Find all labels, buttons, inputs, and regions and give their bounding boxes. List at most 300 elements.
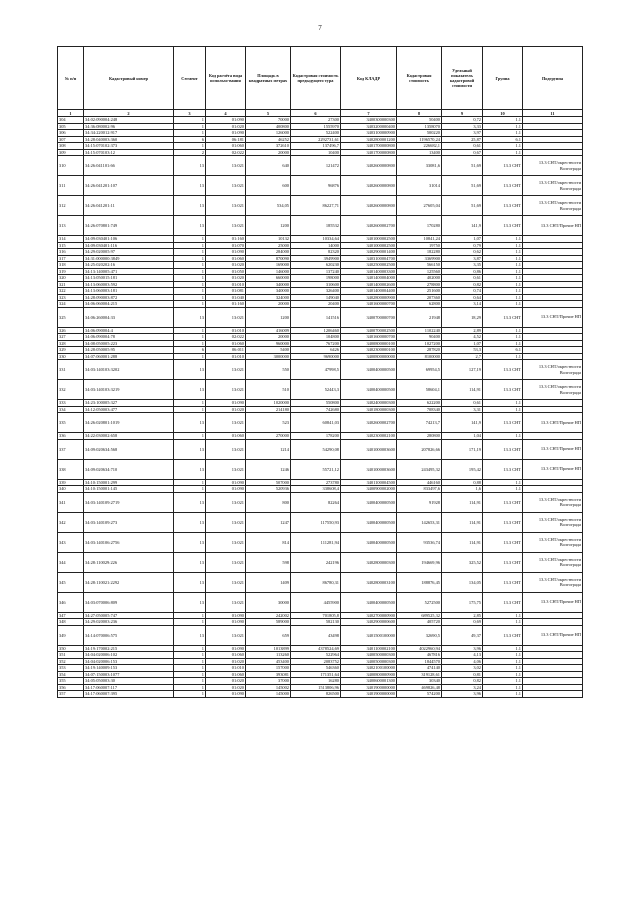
table-row (58, 572, 583, 592)
row-number-cell: 353 (58, 665, 84, 672)
specific-cost-cell: 0,61 (442, 400, 483, 407)
area-cell: 1214 (246, 439, 291, 459)
area-cell: 214180 (246, 406, 291, 413)
cadastral-cost-cell: 708340 (397, 406, 442, 413)
kladr-code-cell: 3401900000000 (341, 684, 397, 691)
previous-cost-cell: 550800 (291, 400, 341, 407)
row-number-cell: 356 (58, 684, 84, 691)
cadastral-cost-cell: 287820 (397, 347, 442, 354)
kladr-code-cell: 3402600000800 (341, 156, 397, 176)
kladr-code-cell: 3402600000800 (341, 176, 397, 196)
subgroup-cell: 13.3 СНТ/Прочие НП (523, 592, 583, 612)
cadastral-number-cell: 34:10:150001:299 (84, 479, 174, 486)
use-code-cell: 01:090 (206, 130, 246, 137)
cadastral-table (57, 46, 583, 698)
previous-cost-cell: 86780,31 (291, 572, 341, 592)
previous-cost-cell: 582130 (291, 619, 341, 626)
row-number-cell: 352 (58, 658, 84, 665)
specific-cost-cell: 0,74 (442, 288, 483, 295)
specific-cost-cell: 51,69 (442, 176, 483, 196)
cadastral-cost-cell: 622200 (397, 400, 442, 407)
use-code-cell: 06:011 (206, 347, 246, 354)
use-code-cell: 13:021 (206, 459, 246, 479)
cadastral-number-cell: 34:04:020006:102 (84, 652, 174, 659)
use-code-cell: 01:090 (206, 400, 246, 407)
kladr-code-cell: 3400700002500 (341, 327, 397, 334)
previous-cost-cell: 1206460 (291, 327, 341, 334)
area-cell: 960000 (246, 340, 291, 347)
area-cell: 534,05 (246, 196, 291, 216)
row-number-cell: 357 (58, 691, 84, 698)
group-cell: 13.3 СНТ (483, 439, 523, 459)
kladr-code-cell: 3401000003600 (341, 439, 397, 459)
group-cell: 13.3 СНТ (483, 625, 523, 645)
specific-cost-cell: 1,04 (442, 433, 483, 440)
use-code-cell: 01:090 (206, 645, 246, 652)
segment-cell: 1 (174, 486, 206, 493)
group-cell: 1.1 (483, 117, 523, 124)
area-cell: 1200 (246, 307, 291, 327)
area-cell: 870090 (246, 255, 291, 262)
use-code-cell: 01:010 (206, 281, 246, 288)
previous-cost-cell: 701805,8 (291, 612, 341, 619)
previous-cost-cell: 82264 (291, 492, 341, 512)
use-code-cell: 02:022 (206, 149, 246, 156)
previous-cost-cell: 522400 (291, 130, 341, 137)
group-cell: 1.1 (483, 340, 523, 347)
cadastral-cost-cell: 21948 (397, 307, 442, 327)
kladr-code-cell: 3401400004000 (341, 275, 397, 282)
group-cell: 13.3 СНТ (483, 572, 523, 592)
kladr-code-cell: 3400300000300 (341, 117, 397, 124)
column-number: 8 (397, 110, 442, 117)
use-code-cell: 01:090 (206, 249, 246, 256)
group-cell: 1.1 (483, 143, 523, 150)
area-cell: 169000 (246, 262, 291, 269)
table-row (58, 691, 583, 698)
use-code-cell: 13:021 (206, 572, 246, 592)
row-number-cell: 323 (58, 294, 84, 301)
column-number: 9 (442, 110, 483, 117)
subgroup-cell: 13.3 СНТ/Прочие НП (523, 459, 583, 479)
segment-cell: 1 (174, 400, 206, 407)
cadastral-number-cell: 34:08:050005:223 (84, 340, 174, 347)
group-cell: 1.1 (483, 242, 523, 249)
use-code-cell: 13:021 (206, 512, 246, 532)
previous-cost-cell: 2083752 (291, 658, 341, 665)
specific-cost-cell: 25,87 (442, 136, 483, 143)
cadastral-cost-cell: 207826,66 (397, 439, 442, 459)
segment-cell: 1 (174, 236, 206, 243)
specific-cost-cell: 3,96 (442, 691, 483, 698)
previous-cost-cell: 2292731,61 (291, 136, 341, 143)
use-code-cell: 01:160 (206, 301, 246, 308)
row-number-cell: 324 (58, 301, 84, 308)
cadastral-number-cell: 34:28:110021:2292 (84, 572, 174, 592)
segment-cell: 1 (174, 249, 206, 256)
segment-cell: 13 (174, 196, 206, 216)
use-code-cell: 13:021 (206, 176, 246, 196)
area-cell: 598 (246, 552, 291, 572)
cadastral-number-cell: 34:22:030002:658 (84, 433, 174, 440)
cadastral-cost-cell: 142653,31 (397, 512, 442, 532)
specific-cost-cell: 127,19 (442, 360, 483, 380)
subgroup-cell: 13.3 СНТ/Прочие НП (523, 625, 583, 645)
use-code-cell: 01:081 (206, 288, 246, 295)
kladr-code-cell: 3400800000000 (341, 353, 397, 360)
group-cell: 1.1 (483, 479, 523, 486)
area-cell: 146000 (246, 268, 291, 275)
cadastral-number-cell: 34:09:030401:116 (84, 242, 174, 249)
specific-cost-cell: 3,97 (442, 130, 483, 137)
area-cell: 25000 (246, 242, 291, 249)
specific-cost-cell: 3,87 (442, 255, 483, 262)
area-cell: 46252 (246, 136, 291, 143)
cadastral-number-cell: 34:26:041101:66 (84, 156, 174, 176)
group-cell: 13.3 СНТ (483, 156, 523, 176)
area-cell: 1409 (246, 572, 291, 592)
use-code-cell: 13:021 (206, 216, 246, 236)
area-cell: 393081 (246, 671, 291, 678)
cadastral-cost-cell: 19750 (397, 242, 442, 249)
use-code-cell: 01:090 (206, 612, 246, 619)
cadastral-number-cell: 34:15:070102:373 (84, 143, 174, 150)
group-cell: 1.1 (483, 281, 523, 288)
previous-cost-cell: 47998,5 (291, 360, 341, 380)
kladr-code-cell: 3402100100000 (341, 665, 397, 672)
kladr-code-cell: 3402300000100 (341, 347, 397, 354)
cadastral-number-cell: 34:09:030401:106 (84, 236, 174, 243)
segment-cell: 13 (174, 552, 206, 572)
group-cell: 13.3 СНТ (483, 216, 523, 236)
use-code-cell: 01:090 (206, 619, 246, 626)
group-cell: 6.1 (483, 347, 523, 354)
area-cell: 1200 (246, 216, 291, 236)
subgroup-cell (523, 691, 583, 698)
specific-cost-cell: 53,3 (442, 347, 483, 354)
row-number-cell: 334 (58, 406, 84, 413)
specific-cost-cell: 3,31 (442, 406, 483, 413)
use-code-cell: 01:020 (206, 684, 246, 691)
area-cell: 157000 (246, 665, 291, 672)
column-number: 3 (174, 110, 206, 117)
group-cell: 13.3 СНТ (483, 512, 523, 532)
row-number-cell: 326 (58, 327, 84, 334)
kladr-code-cell: 3400500000300 (341, 658, 397, 665)
specific-cost-cell: 0,61 (442, 275, 483, 282)
segment-cell: 1 (174, 262, 206, 269)
use-code-cell: 01:160 (206, 236, 246, 243)
group-cell: 1.1 (483, 353, 523, 360)
group-cell: 13.3 СНТ (483, 532, 523, 552)
previous-cost-cell: 137496,7 (291, 143, 341, 150)
cadastral-cost-cell: 207360 (397, 294, 442, 301)
cadastral-number-cell: 34:29:020003:236 (84, 619, 174, 626)
segment-cell: 1 (174, 117, 206, 124)
area-cell: 659 (246, 625, 291, 645)
kladr-code-cell: 3400400000500 (341, 492, 397, 512)
cadastral-cost-cell: 194669,96 (397, 552, 442, 572)
group-cell: 1.1 (483, 294, 523, 301)
segment-cell: 1 (174, 294, 206, 301)
specific-cost-cell: 114,91 (442, 512, 483, 532)
specific-cost-cell: 175,75 (442, 592, 483, 612)
row-number-cell: 305 (58, 123, 84, 130)
previous-cost-cell: 1513806,96 (291, 684, 341, 691)
kladr-code-cell: 3401000002500 (341, 242, 397, 249)
group-cell: 1.1 (483, 645, 523, 652)
row-number-cell: 340 (58, 486, 84, 493)
row-number-cell: 313 (58, 216, 84, 236)
segment-cell: 13 (174, 380, 206, 400)
area-cell: 640 (246, 156, 291, 176)
segment-cell: 1 (174, 479, 206, 486)
cadastral-cost-cell: 278800 (397, 281, 442, 288)
group-cell: 1.1 (483, 658, 523, 665)
cadastral-cost-cell: 1844570 (397, 658, 442, 665)
previous-cost-cell: 16280 (291, 678, 341, 685)
segment-cell: 1 (174, 645, 206, 652)
row-number-cell: 319 (58, 268, 84, 275)
group-cell: 1.1 (483, 400, 523, 407)
previous-cost-cell: 14000 (291, 242, 341, 249)
use-code-cell: 02:022 (206, 334, 246, 341)
kladr-code-cell: 3400800000100 (341, 340, 397, 347)
specific-cost-cell: 141,9 (442, 216, 483, 236)
kladr-code-cell: 3403100000900 (341, 130, 397, 137)
segment-cell: 13 (174, 176, 206, 196)
cadastral-number-cell: 34:06:090004:4 (84, 327, 174, 334)
group-cell: 13.3 СНТ (483, 360, 523, 380)
area-cell: 113260 (246, 652, 291, 659)
subgroup-cell: 13.3 СНТ/окрестности Волгограда (523, 512, 583, 532)
kladr-code-cell: 3401100002100 (341, 645, 397, 652)
cadastral-number-cell: 34:26:041201:107 (84, 176, 174, 196)
cadastral-number-cell: 34:06:060004:215 (84, 301, 174, 308)
use-code-cell: 13:021 (206, 380, 246, 400)
cadastral-cost-cell: 188876,45 (397, 572, 442, 592)
segment-cell: 1 (174, 242, 206, 249)
cadastral-cost-cell: 69954,5 (397, 360, 442, 380)
row-number-cell: 325 (58, 307, 84, 327)
segment-cell: 1 (174, 678, 206, 685)
segment-cell: 1 (174, 684, 206, 691)
specific-cost-cell: 0,64 (442, 294, 483, 301)
cadastral-cost-cell: 226682,1 (397, 143, 442, 150)
cadastral-number-cell: 34:28:090003:872 (84, 294, 174, 301)
cadastral-cost-cell: 8100000 (397, 353, 442, 360)
cadastral-number-cell: 34:09:020634:568 (84, 439, 174, 459)
segment-cell: 1 (174, 255, 206, 262)
previous-cost-cell: 273780 (291, 479, 341, 486)
area-cell: 20000 (246, 149, 291, 156)
col-header: Кадастровая стоимость предыдущего тура (291, 47, 341, 110)
segment-cell: 13 (174, 625, 206, 645)
group-cell: 1.1 (483, 433, 523, 440)
kladr-code-cell: 3402600002700 (341, 413, 397, 433)
specific-cost-cell: 4,52 (442, 334, 483, 341)
subgroup-cell: 13.3 СНТ/окрестности Волгограда (523, 380, 583, 400)
col-header: Кадастровый номер (84, 47, 174, 110)
use-code-cell: 13:021 (206, 156, 246, 176)
specific-cost-cell: 4,13 (442, 652, 483, 659)
use-code-cell: 01:060 (206, 143, 246, 150)
area-cell: 814 (246, 532, 291, 552)
subgroup-cell: 13.3 СНТ/окрестности Волгограда (523, 552, 583, 572)
header-row (58, 47, 583, 110)
area-cell: 284000 (246, 249, 291, 256)
row-number-cell: 308 (58, 143, 84, 150)
specific-cost-cell: 0,79 (442, 242, 483, 249)
cadastral-number-cell: 34:31:000000:3849 (84, 255, 174, 262)
kladr-code-cell: 3403200000400 (341, 123, 397, 130)
row-number-cell: 349 (58, 625, 84, 645)
page-number: 7 (318, 24, 322, 32)
segment-cell: 13 (174, 459, 206, 479)
cadastral-cost-cell: 566150 (397, 262, 442, 269)
cadastral-cost-cell: 170280 (397, 216, 442, 236)
group-cell: 1.1 (483, 334, 523, 341)
kladr-code-cell: 3402600002700 (341, 216, 397, 236)
cadastral-number-cell: 34:23:100005:327 (84, 400, 174, 407)
cadastral-number-cell: 34:02:090004:248 (84, 117, 174, 124)
cadastral-number-cell: 34:34:220012:917 (84, 130, 174, 137)
table-row (58, 307, 583, 327)
segment-cell: 1 (174, 665, 206, 672)
use-code-cell: 01:060 (206, 671, 246, 678)
use-code-cell: 01:090 (206, 479, 246, 486)
kladr-code-cell: 3401600000700 (341, 301, 397, 308)
cadastral-cost-cell: 5272500 (397, 592, 442, 612)
kladr-code-cell: 3400800000900 (341, 671, 397, 678)
specific-cost-cell: 18,29 (442, 307, 483, 327)
kladr-code-cell: 3401400003300 (341, 268, 397, 275)
area-cell: 550 (246, 360, 291, 380)
column-number: 11 (523, 110, 583, 117)
specific-cost-cell: 0,61 (442, 143, 483, 150)
row-number-cell: 314 (58, 236, 84, 243)
kladr-code-cell: 3400400000500 (341, 360, 397, 380)
group-cell: 1.1 (483, 665, 523, 672)
area-cell: 10132 (246, 236, 291, 243)
cadastral-number-cell: 34:06:260004:33 (84, 307, 174, 327)
cadastral-cost-cell: 500220 (397, 130, 442, 137)
column-number: 7 (341, 110, 397, 117)
cadastral-number-cell: 34:28:040003:360 (84, 136, 174, 143)
area-cell: 600 (246, 176, 291, 196)
cadastral-number-cell: 34:28:110029:226 (84, 552, 174, 572)
kladr-code-cell: 3400900002000 (341, 486, 397, 493)
cadastral-number-cell: 34:26:070801:749 (84, 216, 174, 236)
area-cell: 20000 (246, 301, 291, 308)
kladr-code-cell: 3402900000600 (341, 619, 397, 626)
group-cell: 1.1 (483, 123, 523, 130)
cadastral-number-cell: 34:14:070006:575 (84, 625, 174, 645)
area-cell: 507000 (246, 479, 291, 486)
column-number: 2 (84, 110, 174, 117)
cadastral-cost-cell: 467816 (397, 652, 442, 659)
group-cell: 1.1 (483, 327, 523, 334)
previous-cost-cell: 326400 (291, 288, 341, 295)
specific-cost-cell: 3,96 (442, 645, 483, 652)
kladr-code-cell: 3402900001400 (341, 249, 397, 256)
row-number-cell: 341 (58, 492, 84, 512)
specific-cost-cell: 0,69 (442, 619, 483, 626)
cadastral-cost-cell: 90400 (397, 334, 442, 341)
previous-cost-cell: 96876 (291, 176, 341, 196)
area-cell: 145000 (246, 691, 291, 698)
specific-cost-cell: 171,19 (442, 439, 483, 459)
column-number: 5 (246, 110, 291, 117)
segment-cell: 1 (174, 327, 206, 334)
cadastral-cost-cell: 243495,32 (397, 459, 442, 479)
cadastral-cost-cell: 93536,74 (397, 532, 442, 552)
subgroup-cell: 13.3 СНТ/Прочие НП (523, 439, 583, 459)
row-number-cell: 317 (58, 255, 84, 262)
row-number-cell: 354 (58, 671, 84, 678)
use-code-cell: 13:021 (206, 307, 246, 327)
group-cell: 1.1 (483, 149, 523, 156)
row-number-cell: 345 (58, 572, 84, 592)
table-body (58, 117, 583, 698)
specific-cost-cell: 134,05 (442, 572, 483, 592)
previous-cost-cell: 10334,64 (291, 236, 341, 243)
specific-cost-cell: 114,91 (442, 380, 483, 400)
column-number: 1 (58, 110, 84, 117)
cadastral-cost-cell: 469826,48 (397, 684, 442, 691)
specific-cost-cell: 114,91 (442, 492, 483, 512)
row-number-cell: 309 (58, 149, 84, 156)
table-row (58, 196, 583, 216)
row-number-cell: 318 (58, 262, 84, 269)
specific-cost-cell: 4,06 (442, 658, 483, 665)
table-row (58, 439, 583, 459)
previous-cost-cell: 3949900 (291, 255, 341, 262)
row-number-cell: 350 (58, 645, 84, 652)
group-cell: 13.3 СНТ (483, 592, 523, 612)
subgroup-cell: 13.3 СНТ/окрестности Волгограда (523, 176, 583, 196)
area-cell: 416009 (246, 327, 291, 334)
kladr-code-cell: 3401100004500 (341, 479, 397, 486)
row-number-cell: 320 (58, 275, 84, 282)
segment-cell: 1 (174, 353, 206, 360)
cadastral-number-cell: 34:26:020801:1019 (84, 413, 174, 433)
kladr-code-cell: 3401900000000 (341, 691, 397, 698)
table-row (58, 592, 583, 612)
segment-cell: 1 (174, 691, 206, 698)
kladr-code-cell: 3400400000500 (341, 592, 397, 612)
cadastral-number-cell: 34:03:140109:2719 (84, 492, 174, 512)
cadastral-cost-cell: 74213,7 (397, 413, 442, 433)
use-code-cell: 01:010 (206, 665, 246, 672)
area-cell: 510 (246, 380, 291, 400)
segment-cell: 6 (174, 347, 206, 354)
subgroup-cell: 13.3 СНТ/окрестности Волгограда (523, 532, 583, 552)
col-header: Код расчёта вида использо-вания (206, 47, 246, 110)
segment-cell: 13 (174, 413, 206, 433)
previous-cost-cell: 52443,3 (291, 380, 341, 400)
table-row (58, 380, 583, 400)
row-number-cell: 307 (58, 136, 84, 143)
segment-cell: 1 (174, 619, 206, 626)
segment-cell: 2 (174, 149, 206, 156)
group-cell: 1.1 (483, 288, 523, 295)
group-cell: 1.1 (483, 684, 523, 691)
segment-cell: 1 (174, 671, 206, 678)
segment-cell: 1 (174, 612, 206, 619)
segment-cell: 1 (174, 340, 206, 347)
area-cell: 3000000 (246, 353, 291, 360)
